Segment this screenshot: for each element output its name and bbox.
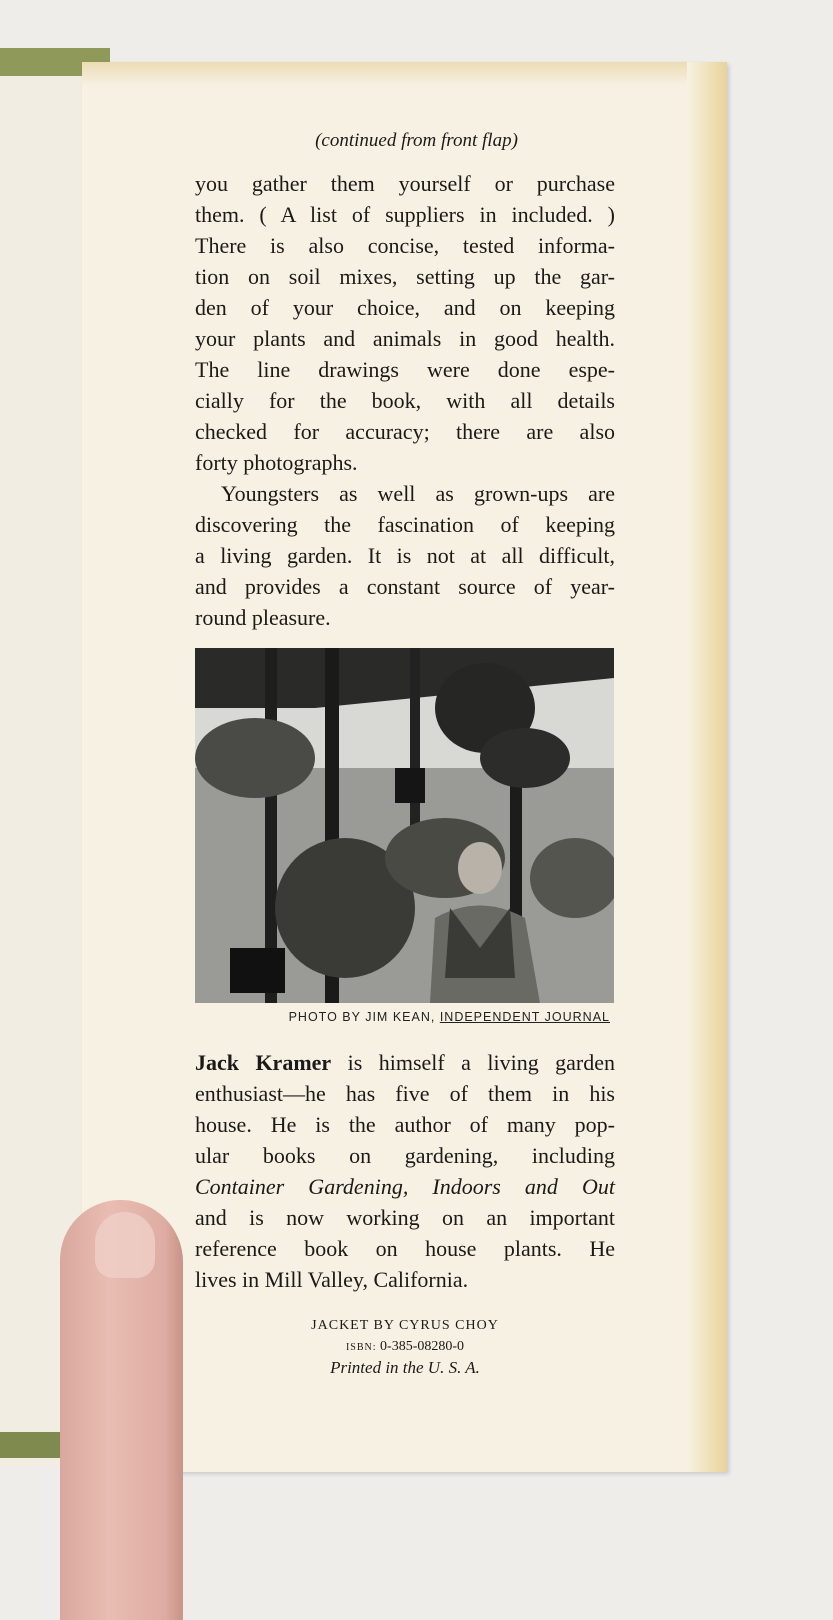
isbn-number: 0-385-08280-0: [380, 1339, 465, 1354]
text-line: Youngsters as well as grown-ups are: [221, 481, 615, 506]
text-line: The line drawings were done espe-: [195, 357, 615, 382]
printed-in: Printed in the U. S. A.: [330, 1358, 480, 1377]
paragraph-1: [195, 168, 615, 478]
text-line: forty photographs.: [195, 450, 358, 475]
text-line: There is also concise, tested informa-: [195, 233, 615, 258]
text-line: [195, 1047, 615, 1078]
text-line: enthusiast—he has five of them in his: [195, 1081, 615, 1106]
text-line: a living garden. It is not at all difficult,: [195, 543, 615, 568]
text-line: house. He is the author of many pop-: [195, 1112, 615, 1137]
text-line: ular books on gardening, including: [195, 1143, 615, 1168]
photo-credit-photographer: PHOTO BY JIM KEAN,: [288, 1010, 440, 1024]
text-line: round pleasure.: [195, 605, 331, 630]
text-line: you gather them yourself or purchase: [195, 171, 615, 196]
text-line: reference book on house plants. He: [195, 1236, 615, 1261]
text-line: cially for the book, with all details: [195, 388, 615, 413]
paragraph-2: [195, 478, 615, 633]
jacket-credit: JACKET BY CYRUS CHOY: [311, 1318, 499, 1333]
isbn: [195, 1339, 615, 1355]
text-line: and provides a constant source of year-: [195, 574, 615, 599]
fingernail: [95, 1212, 155, 1278]
text-line: tion on soil mixes, setting up the gar-: [195, 264, 615, 289]
author-name: Jack Kramer: [195, 1050, 332, 1075]
author-photo: [195, 648, 614, 1003]
text-line: your plants and animals in good health.: [195, 326, 615, 351]
flap-top-edge: [82, 62, 727, 86]
author-bio: [195, 1047, 615, 1295]
text-line: and is now working on an important: [195, 1205, 615, 1230]
isbn-label: ISBN:: [345, 1342, 377, 1353]
photo-credit-publication: INDEPENDENT JOURNAL: [439, 1010, 610, 1024]
book-title: Container Gardening, Indoors and Out: [195, 1174, 615, 1199]
text-line: checked for accuracy; there are also: [195, 419, 615, 444]
text-line: den of your choice, and on keeping: [195, 295, 615, 320]
text-line: discovering the fascination of keeping: [195, 512, 615, 537]
flap-right-edge: [687, 62, 727, 1472]
photo-credit: [195, 1010, 610, 1024]
text-fragment: is himself a living garden: [331, 1050, 616, 1075]
text-line: them. ( A list of suppliers in included. ): [195, 202, 615, 227]
continued-note: (continued from front flap): [315, 130, 518, 151]
text-line: lives in Mill Valley, California.: [195, 1267, 469, 1292]
